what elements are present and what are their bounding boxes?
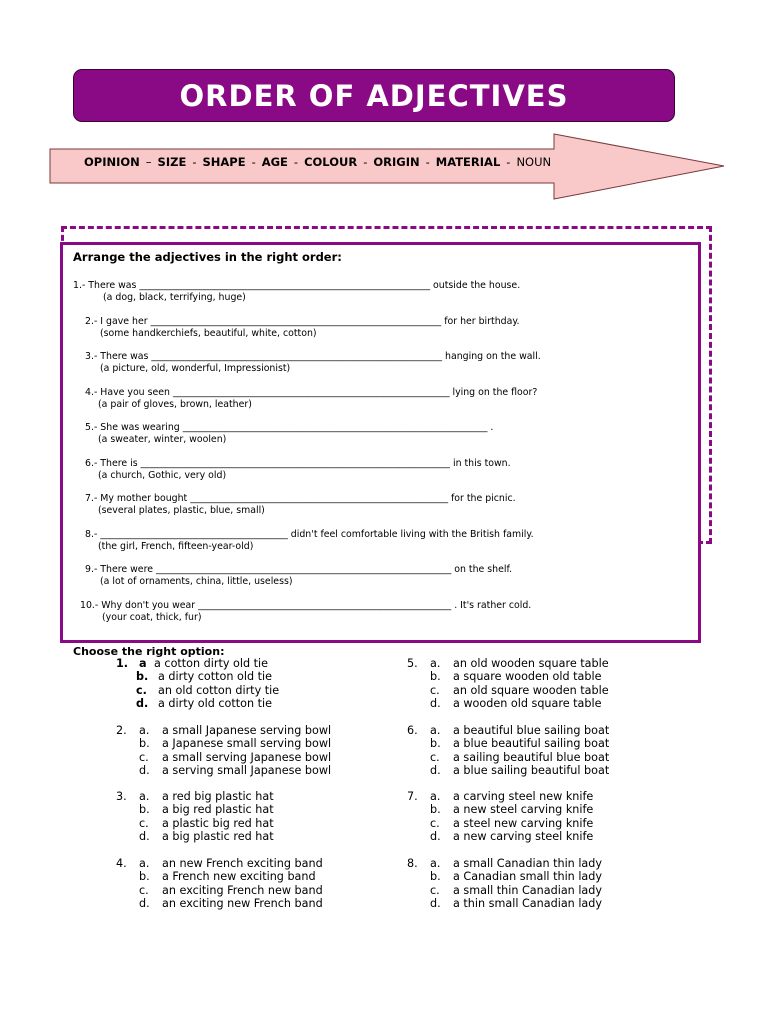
option-text[interactable]: a new carving steel knife — [453, 830, 594, 844]
exercise1-title: Arrange the adjectives in the right order: — [73, 250, 342, 264]
exercise-sentence[interactable]: 2.- I gave her ______________________________________________________________ for her birthday. — [85, 316, 520, 327]
arrow-separator: - — [192, 155, 197, 169]
exercise-item — [85, 421, 493, 446]
option-letter: d. — [430, 830, 441, 844]
arrow-separator: - — [425, 155, 430, 169]
option-text[interactable]: a blue sailing beautiful boat — [453, 764, 610, 778]
exercise-sentence[interactable]: 5.- She was wearing _________________________________________________________________ . — [85, 422, 494, 433]
exercise-item — [85, 528, 534, 553]
exercise-sentence[interactable]: 6.- There is __________________________________________________________________ in this town. — [85, 458, 511, 469]
question-number: 6. — [407, 724, 418, 737]
option-text[interactable]: a beautiful blue sailing boat — [453, 724, 610, 737]
option-letter: c. — [430, 750, 440, 764]
exercise-sentence[interactable]: 10.- Why don't you wear ______________________________________________________ . It's rather cold. — [80, 600, 532, 611]
option-letter: b. — [430, 870, 441, 884]
option-letter: c. — [430, 816, 440, 830]
option-letter: a. — [139, 724, 150, 737]
exercise-item — [85, 350, 541, 375]
question-number: 5. — [407, 657, 418, 670]
option-letter: c. — [430, 683, 440, 697]
option-letter: b. — [139, 803, 150, 817]
page-title: ORDER OF ADJECTIVES — [179, 78, 569, 113]
option-text[interactable]: a sailing beautiful blue boat — [453, 750, 610, 764]
option-letter: c. — [136, 683, 147, 697]
exercise-hint: (a sweater, winter, woolen) — [98, 434, 227, 445]
option-text[interactable]: a small serving Japanese bowl — [162, 750, 332, 764]
option-text[interactable]: a dirty old cotton tie — [158, 697, 273, 711]
option-text[interactable]: a carving steel new knife — [453, 790, 594, 803]
arrow-word-size: SIZE — [157, 155, 187, 169]
option-letter: b. — [430, 737, 441, 751]
option-letter: b. — [139, 870, 150, 884]
title-banner — [73, 69, 675, 122]
option-text[interactable]: a small Japanese serving bowl — [162, 724, 332, 737]
exercise-sentence[interactable]: 7.- My mother bought _______________________________________________________ for the picnic. — [85, 493, 516, 504]
arrow-word-noun: NOUN — [516, 155, 552, 169]
option-letter: c. — [139, 750, 149, 764]
arrow-separator: - — [506, 155, 511, 169]
exercise-sentence[interactable]: 1.- There was ______________________________________________________________ outside the house. — [73, 280, 521, 291]
option-letter: d. — [136, 697, 149, 711]
option-text[interactable]: an exciting French new band — [162, 883, 323, 897]
option-letter: a. — [430, 790, 441, 803]
exercise-sentence[interactable]: 8.- ________________________________________ didn't feel comfortable living with the British family. — [85, 529, 534, 540]
option-letter: b. — [430, 670, 441, 684]
question-number: 2. — [116, 724, 127, 737]
exercise-item — [85, 457, 511, 482]
arrow-labels — [84, 154, 551, 170]
option-text[interactable]: a Canadian small thin lady — [453, 870, 603, 884]
option-text[interactable]: an old cotton dirty tie — [158, 683, 280, 697]
arrow-word-origin: ORIGIN — [373, 155, 420, 169]
exercise-hint: (some handkerchiefs, beautiful, white, cotton) — [100, 328, 317, 339]
option-letter: a. — [139, 790, 150, 803]
option-letter: a. — [430, 857, 441, 870]
option-letter: d. — [139, 897, 150, 911]
exercise-hint: (several plates, plastic, blue, small) — [98, 505, 265, 516]
question-number: 1. — [116, 657, 129, 670]
arrow-separator: - — [293, 155, 299, 169]
arrow-word-age: AGE — [261, 155, 288, 169]
option-text[interactable]: a plastic big red hat — [162, 816, 274, 830]
arrow-word-shape: SHAPE — [202, 155, 246, 169]
option-letter: d. — [430, 897, 441, 911]
option-text[interactable]: an new French exciting band — [162, 857, 323, 870]
option-text[interactable]: a dirty cotton old tie — [158, 670, 273, 684]
option-text[interactable]: an exciting new French band — [162, 897, 323, 911]
exercise-hint: (the girl, French, fifteen-year-old) — [98, 541, 254, 552]
option-letter: b. — [136, 670, 149, 684]
arrow-word-material: MATERIAL — [435, 155, 501, 169]
option-letter: a — [139, 657, 147, 670]
option-text[interactable]: a new steel carving knife — [453, 803, 594, 817]
exercise-hint: (a church, Gothic, very old) — [98, 470, 227, 481]
arrow-separator: - — [363, 155, 368, 169]
option-text[interactable]: a serving small Japanese bowl — [162, 764, 332, 778]
exercise-item — [73, 279, 520, 304]
exercise-sentence[interactable]: 9.- There were _______________________________________________________________ on the shelf. — [85, 564, 513, 575]
option-text[interactable]: a blue beautiful sailing boat — [453, 737, 610, 751]
option-letter: a. — [430, 657, 441, 670]
exercise-item — [85, 386, 537, 411]
exercise-item — [80, 599, 531, 624]
exercise-item — [85, 315, 520, 340]
exercise-sentence[interactable]: 3.- There was ______________________________________________________________ hanging on the wall. — [85, 351, 541, 362]
exercise-item — [85, 492, 516, 517]
option-text[interactable]: an old square wooden table — [453, 683, 609, 697]
exercise-hint: (a lot of ornaments, china, little, useless) — [100, 576, 293, 587]
exercise-hint: (a pair of gloves, brown, leather) — [98, 399, 252, 410]
exercise-sentence[interactable]: 4.- Have you seen ___________________________________________________________ lying on the floor? — [85, 387, 538, 398]
option-text[interactable]: a Japanese small serving bowl — [162, 737, 332, 751]
question-number: 4. — [116, 857, 127, 870]
option-letter: a. — [430, 724, 441, 737]
option-letter: c. — [430, 883, 440, 897]
option-letter: b. — [139, 737, 150, 751]
option-text[interactable]: a wooden old square table — [453, 697, 602, 711]
option-text[interactable]: a steel new carving knife — [453, 816, 594, 830]
option-text[interactable]: a thin small Canadian lady — [453, 897, 603, 911]
exercise2-title: Choose the right option: — [73, 645, 225, 658]
option-letter: c. — [139, 816, 149, 830]
option-text[interactable]: a small thin Canadian lady — [453, 883, 603, 897]
option-text[interactable]: a big red plastic hat — [162, 803, 274, 817]
option-letter: d. — [430, 697, 441, 711]
question-number: 3. — [116, 790, 127, 803]
arrow-word-opinion: OPINION — [84, 155, 140, 169]
option-letter: c. — [139, 883, 149, 897]
exercise-hint: (a picture, old, wonderful, Impressionist) — [100, 363, 291, 374]
option-letter: d. — [430, 764, 441, 778]
option-letter: d. — [139, 764, 150, 778]
arrow-separator: – — [145, 155, 152, 169]
option-text[interactable]: a square wooden old table — [453, 670, 602, 684]
option-text[interactable]: a cotton dirty old tie — [154, 657, 269, 670]
option-text[interactable]: a small Canadian thin lady — [453, 857, 603, 870]
option-text[interactable]: a French new exciting band — [162, 870, 316, 884]
option-text[interactable]: a big plastic red hat — [162, 830, 274, 844]
option-letter: a. — [139, 857, 150, 870]
arrow-separator: - — [251, 155, 256, 169]
option-letter: d. — [139, 830, 150, 844]
exercise-hint: (a dog, black, terrifying, huge) — [103, 292, 246, 303]
exercise-item — [85, 563, 512, 588]
option-text[interactable]: a red big plastic hat — [162, 790, 274, 803]
question-number: 7. — [407, 790, 418, 803]
option-letter: b. — [430, 803, 441, 817]
exercise-hint: (your coat, thick, fur) — [102, 612, 202, 623]
arrow-word-colour: COLOUR — [304, 155, 358, 169]
option-text[interactable]: an old wooden square table — [453, 657, 609, 670]
question-number: 8. — [407, 857, 418, 870]
